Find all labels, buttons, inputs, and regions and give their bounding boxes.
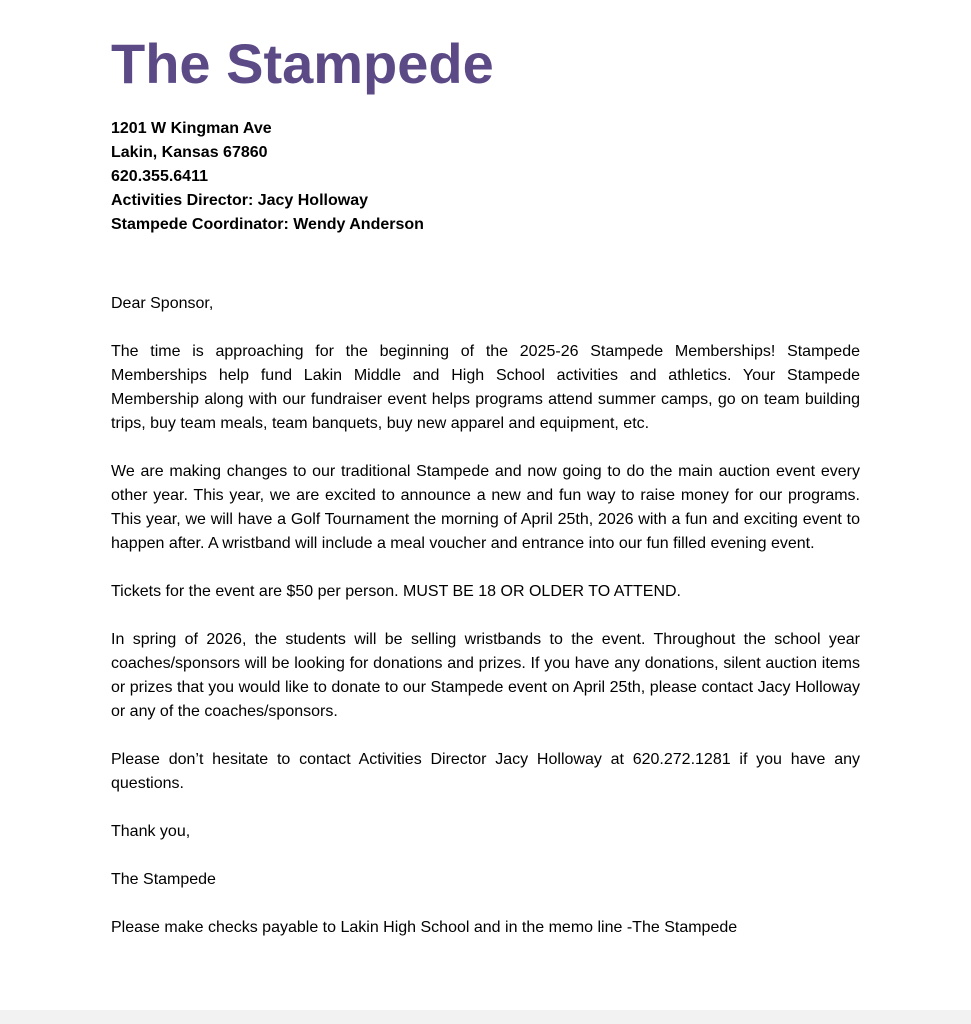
stampede-coordinator: Stampede Coordinator: Wendy Anderson [111,216,424,233]
paragraph-tickets: Tickets for the event are $50 per person. MUST BE 18 OR OLDER TO ATTEND. [111,583,681,600]
payment-note: Please make checks payable to Lakin High School and in the memo line -The Stampede [111,919,738,936]
activities-director: Activities Director: Jacy Holloway [111,192,368,209]
address-street: 1201 W Kingman Ave [111,120,272,137]
letterhead-title: The Stampede [111,32,494,95]
viewer-bottom-edge [0,1010,971,1024]
address-city: Lakin, Kansas 67860 [111,144,268,161]
signature: The Stampede [111,871,216,888]
paragraph-contact: Please don’t hesitate to contact Activities Director Jacy Holloway at 620.272.1281 if you have any questions. [111,751,860,792]
paragraph-event-changes: We are making changes to our traditional Stampede and now going to do the main auction event every other year. This year, we are excited to announce a new and fun way to raise money for our programs. This year, we will have a Golf Tournament the morning of April 25th, 2026 with a fun and exciting event to happen after. A wristband will include a meal voucher and entrance into our fun filled evening event. [111,463,860,552]
paragraph-donations: In spring of 2026, the students will be selling wristbands to the event. Throughout the school year coaches/sponsors will be looking for donations and prizes. If you have any donations, silent auction items or prizes that you would like to donate to our Stampede event on April 25th, please contact Jacy Holloway or any of the coaches/sponsors. [111,631,860,720]
address-block [111,117,424,237]
closing: Thank you, [111,823,191,840]
paragraph-memberships: The time is approaching for the beginning of the 2025-26 Stampede Memberships! Stampede Memberships help fund Lakin Middle and High School activities and athletics. Your Stampede Membership along with our fundraiser event helps programs attend summer camps, go on team building trips, buy team meals, team banquets, buy new apparel and equipment, etc. [111,343,860,432]
letter-body [111,292,860,964]
salutation: Dear Sponsor, [111,295,214,312]
address-phone: 620.355.6411 [111,168,208,185]
